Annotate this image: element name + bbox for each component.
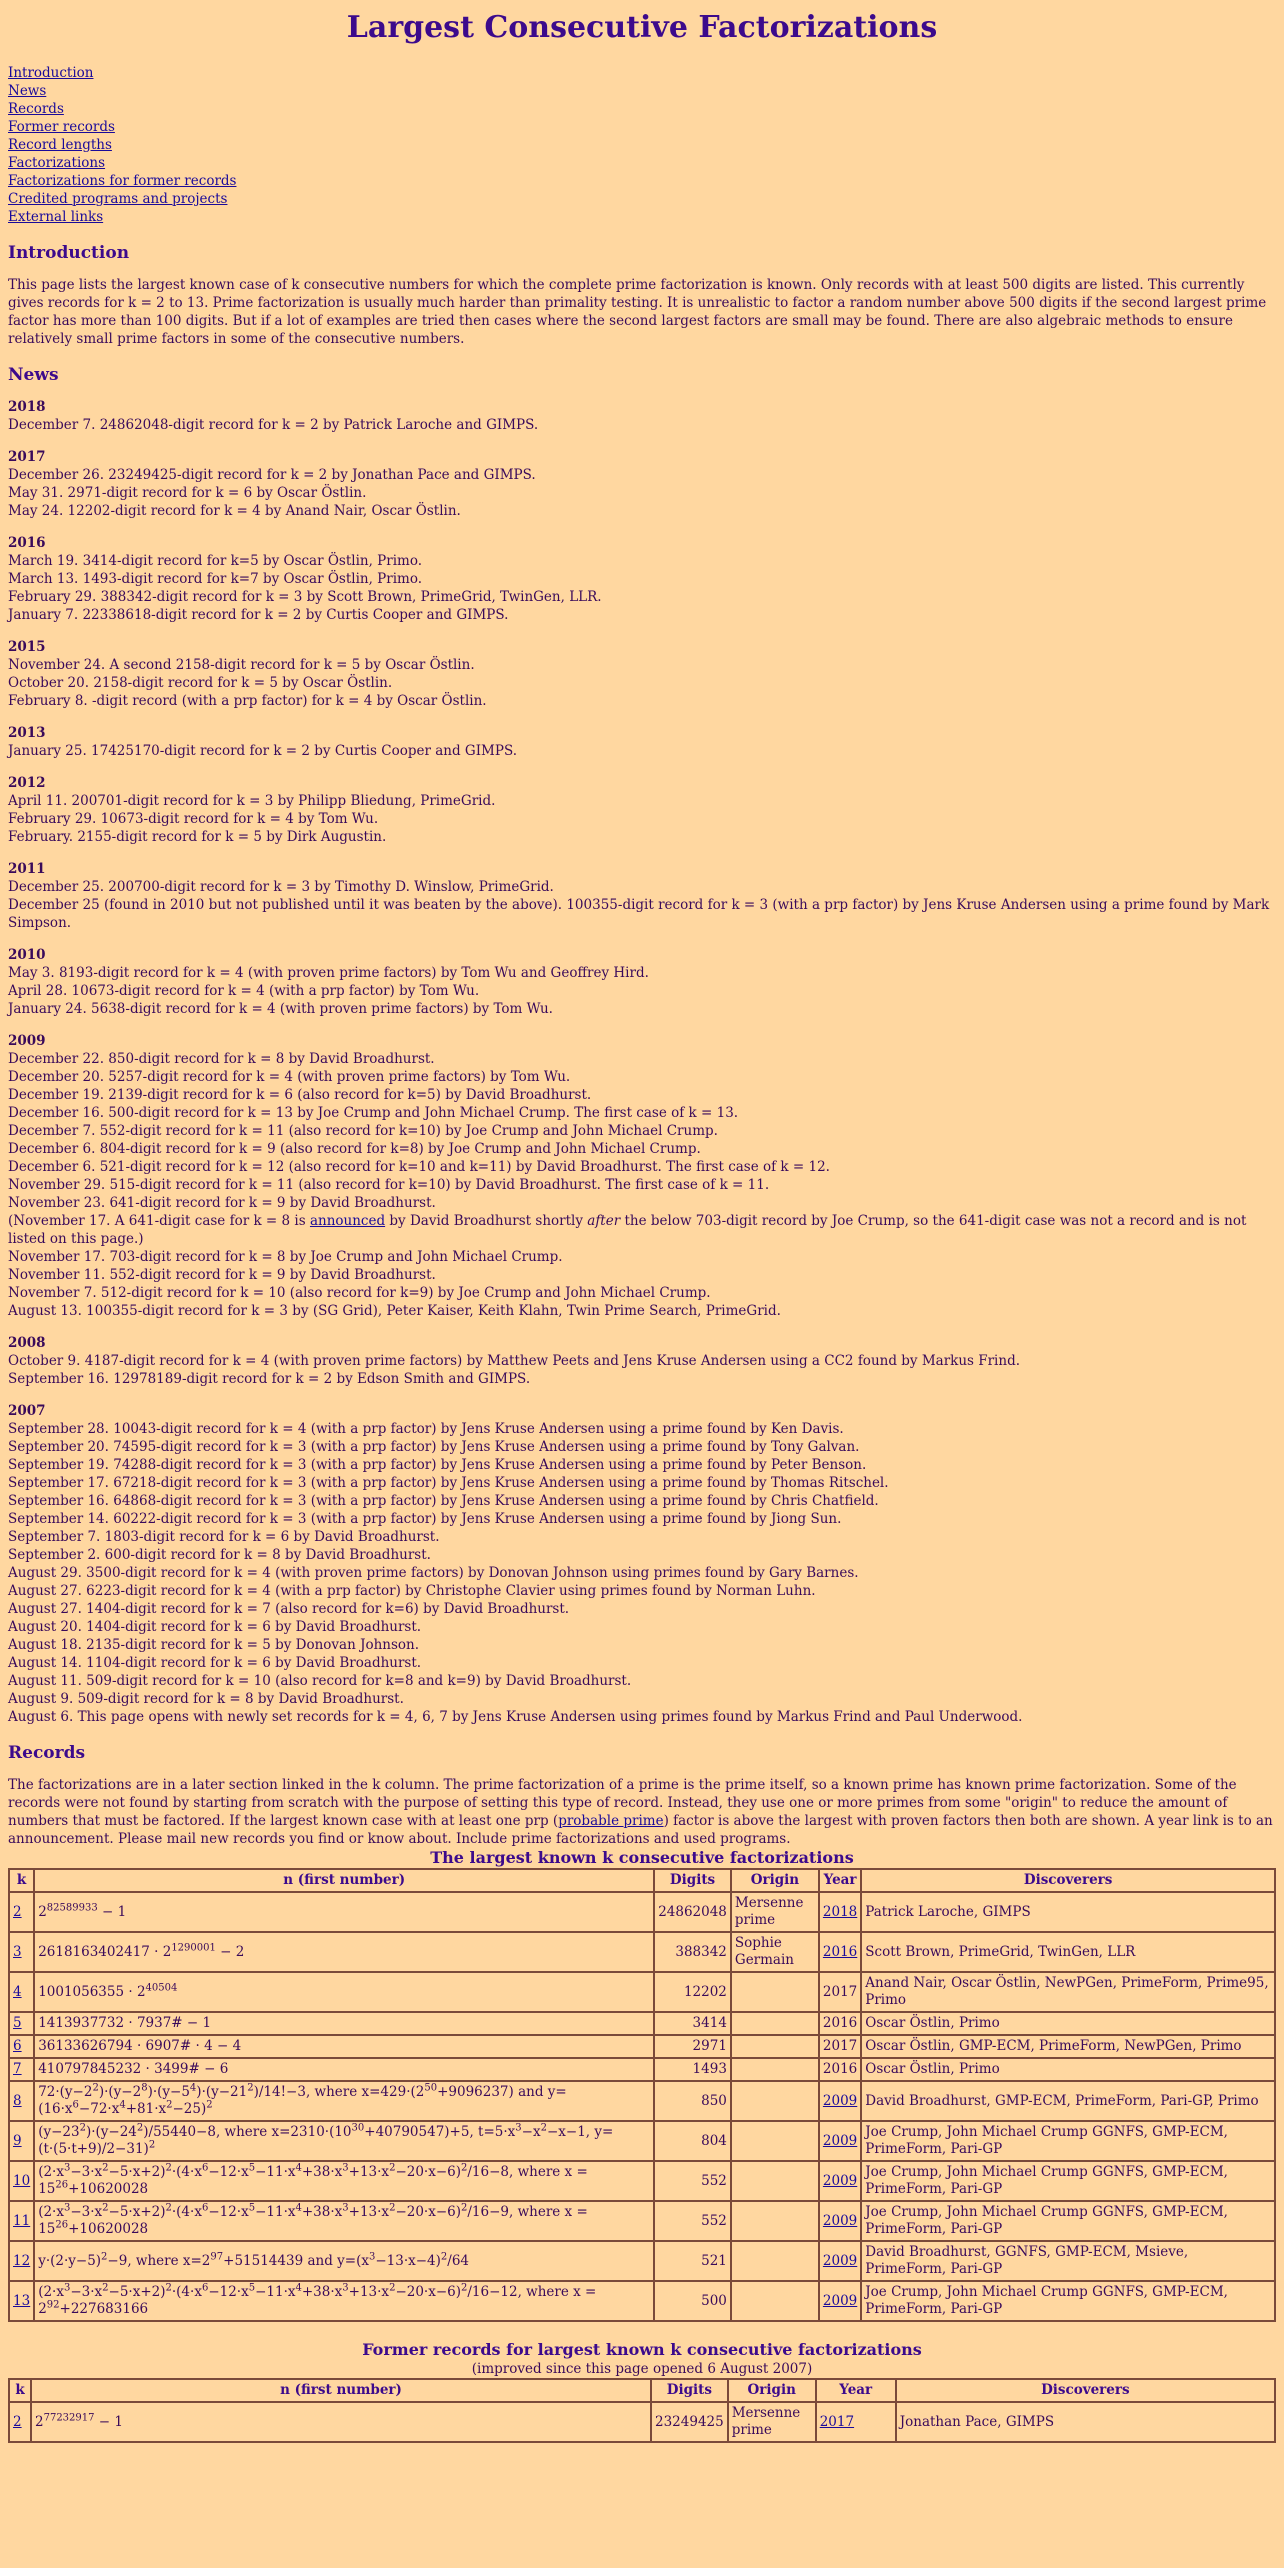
news-item: January 7. 22338618-digit record for k = 2 by Curtis Cooper and GIMPS. bbox=[8, 607, 509, 623]
year-cell bbox=[819, 2281, 861, 2321]
digits-cell: 500 bbox=[654, 2281, 731, 2321]
records-col-header: Digits bbox=[654, 1869, 731, 1892]
discoverers-cell: Jonathan Pace, GIMPS bbox=[896, 2402, 1275, 2442]
records-row bbox=[9, 2121, 1275, 2161]
announced-link[interactable]: announced bbox=[309, 1213, 386, 1229]
news-item: December 6. 804-digit record for k = 9 (also record for k=8) by Joe Crump and John Michael Crump. bbox=[8, 1141, 701, 1157]
k-cell bbox=[9, 1892, 34, 1932]
digits-cell: 552 bbox=[654, 2201, 731, 2241]
news-item: December 7. 24862048-digit record for k = 2 by Patrick Laroche and GIMPS. bbox=[8, 417, 539, 433]
k-cell bbox=[9, 2161, 34, 2201]
records-table bbox=[8, 1868, 1276, 2322]
toc-link-external-links[interactable]: External links bbox=[8, 209, 104, 225]
former-col-header: k bbox=[9, 2379, 31, 2402]
n-first-number: $(2\cdot x^3-3\cdot x^2-5\cdot x+2)^2\cdot(4\cdot x^6-12\cdot x^5-11\cdot x^4+38\cdot x^3+13\cdot x^2-20\cdot x-6)^2/16-9$, where $x = 15^{26}+10620028$ bbox=[34, 2201, 654, 2241]
k-link[interactable]: 9 bbox=[13, 2132, 22, 2149]
news-item: February 8. -digit record (with a prp factor) for k = 4 by Oscar Östlin. bbox=[8, 693, 487, 709]
year-cell: 2017 bbox=[819, 1972, 861, 2012]
year-link[interactable]: 2018 bbox=[822, 1903, 858, 1920]
news-year: 2012 bbox=[8, 775, 46, 791]
origin-cell bbox=[731, 2161, 819, 2201]
records-table-caption: The largest known k consecutive factorizations bbox=[430, 1848, 854, 1867]
records-col-header: Discoverers bbox=[861, 1869, 1275, 1892]
news-year: 2008 bbox=[8, 1335, 46, 1351]
toc-link-record-lengths[interactable]: Record lengths bbox=[8, 137, 112, 153]
year-link[interactable]: 2017 bbox=[819, 2413, 855, 2430]
news-item: April 11. 200701-digit record for k = 3 by Philipp Bliedung, PrimeGrid. bbox=[8, 793, 496, 809]
news-item: December 25. 200700-digit record for k = 3 by Timothy D. Winslow, PrimeGrid. bbox=[8, 879, 554, 895]
origin-cell bbox=[731, 1972, 819, 2012]
k-cell bbox=[9, 1972, 34, 2012]
origin-cell bbox=[731, 2012, 819, 2035]
discoverers-cell: Joe Crump, John Michael Crump GGNFS, GMP-ECM, PrimeForm, Pari-GP bbox=[861, 2161, 1275, 2201]
origin-cell bbox=[731, 2081, 819, 2121]
toc-link-former-records[interactable]: Former records bbox=[8, 119, 115, 135]
former-col-header: Origin bbox=[728, 2379, 816, 2402]
news-item: August 13. 100355-digit record for k = 3 by (SG Grid), Peter Kaiser, Keith Klahn, Twin Prime Search, PrimeGrid. bbox=[8, 1303, 781, 1319]
k-cell bbox=[9, 2012, 34, 2035]
news-year: 2017 bbox=[8, 449, 46, 465]
news-item: September 17. 67218-digit record for k = 3 (with a prp factor) by Jens Kruse Andersen using a prime found by Thomas Ritschel. bbox=[8, 1475, 889, 1491]
news-emphasis: after bbox=[587, 1213, 621, 1229]
n-first-number: $2618163402417 \cdot 2^{1290001} - 2$ bbox=[34, 1932, 654, 1972]
table-of-contents bbox=[8, 64, 1276, 226]
n-first-number: $1001056355 \cdot 2^{40504}$ bbox=[34, 1972, 654, 2012]
news-item: December 20. 5257-digit record for k = 4 (with proven prime factors) by Tom Wu. bbox=[8, 1069, 571, 1085]
news-item: (November 17. A 641-digit case for k = 8 is announced by David Broadhurst shortly after the below 703-digit record by Joe Crump, so the 641-digit case was not a record and is not listed on this page.) bbox=[8, 1213, 1247, 1247]
news-item: August 29. 3500-digit record for k = 4 (with proven prime factors) by Donovan Johnson using primes found by Gary Barnes. bbox=[8, 1565, 859, 1581]
toc-link-news[interactable]: News bbox=[8, 83, 47, 99]
news-item: May 24. 12202-digit record for k = 4 by Anand Nair, Oscar Östlin. bbox=[8, 503, 461, 519]
digits-cell: 850 bbox=[654, 2081, 731, 2121]
year-link[interactable]: 2009 bbox=[822, 2252, 858, 2269]
news-item: December 25 (found in 2010 but not published until it was beaten by the above). 100355-digit record for k = 3 (with a prp factor) by Jens Kruse Andersen using a prime found by Mark Simpson. bbox=[8, 897, 1270, 931]
digits-cell: 552 bbox=[654, 2161, 731, 2201]
k-link[interactable]: 10 bbox=[13, 2172, 31, 2189]
k-link[interactable]: 8 bbox=[13, 2092, 22, 2109]
discoverers-cell: David Broadhurst, GGNFS, GMP-ECM, Msieve, PrimeForm, Pari-GP bbox=[861, 2241, 1275, 2281]
records-col-header: k bbox=[9, 1869, 34, 1892]
news-item: November 29. 515-digit record for k = 11 (also record for k=10) by David Broadhurst. The first case of k = 11. bbox=[8, 1177, 770, 1193]
digits-cell: 24862048 bbox=[654, 1892, 731, 1932]
n-first-number: $(2\cdot x^3-3\cdot x^2-5\cdot x+2)^2\cdot(4\cdot x^6-12\cdot x^5-11\cdot x^4+38\cdot x^3+13\cdot x^2-20\cdot x-6)^2/16-8$, where $x = 15^{26}+10620028$ bbox=[34, 2161, 654, 2201]
news-item: August 18. 2135-digit record for k = 5 by Donovan Johnson. bbox=[8, 1637, 420, 1653]
k-link[interactable]: 7 bbox=[13, 2061, 22, 2077]
news-item: September 2. 600-digit record for k = 8 by David Broadhurst. bbox=[8, 1547, 431, 1563]
intro-text: This page lists the largest known case of k consecutive numbers for which the complete prime factorization is known. Only records with at least 500 digits are listed. This currently gives records for k = 2 to 13. Prime factorization is usually much harder than primality testing. It is unrealistic to factor a random number above 500 digits if the second largest prime factor has more than 100 digits. But if a lot of examples are tried then cases where the second largest factors are small may be found. There are also algebraic methods to ensure relatively small prime factors in some of the consecutive numbers. bbox=[8, 277, 1267, 347]
n-first-number: 1413937732 · 7937# − 1 bbox=[34, 2012, 654, 2035]
year-link[interactable]: 2009 bbox=[822, 2212, 858, 2229]
former-table bbox=[8, 2378, 1276, 2443]
records-row bbox=[9, 1932, 1275, 1972]
digits-cell: 388342 bbox=[654, 1932, 731, 1972]
news-year: 2009 bbox=[8, 1033, 46, 1049]
news-item: January 25. 17425170-digit record for k = 2 by Curtis Cooper and GIMPS. bbox=[8, 743, 517, 759]
news-item: December 26. 23249425-digit record for k = 2 by Jonathan Pace and GIMPS. bbox=[8, 467, 536, 483]
k-link[interactable]: 5 bbox=[13, 2015, 22, 2031]
news-item: December 7. 552-digit record for k = 11 (also record for k=10) by Joe Crump and John Michael Crump. bbox=[8, 1123, 718, 1139]
k-cell bbox=[9, 1932, 34, 1972]
k-link[interactable]: 12 bbox=[13, 2252, 31, 2269]
n-first-number: 36133626794 · 6907# · 4 − 4 bbox=[34, 2035, 654, 2058]
news-year: 2010 bbox=[8, 947, 46, 963]
discoverers-cell: Joe Crump, John Michael Crump GGNFS, GMP-ECM, PrimeForm, Pari-GP bbox=[861, 2281, 1275, 2321]
news-item: August 9. 509-digit record for k = 8 by David Broadhurst. bbox=[8, 1691, 404, 1707]
former-row bbox=[9, 2402, 1275, 2442]
discoverers-cell: Oscar Östlin, GMP-ECM, PrimeForm, NewPGen, Primo bbox=[861, 2035, 1275, 2058]
k-link[interactable]: 2 bbox=[13, 1903, 22, 1920]
toc-link-factorizations-former[interactable]: Factorizations for former records bbox=[8, 173, 237, 189]
news-item: March 19. 3414-digit record for k=5 by Oscar Östlin, Primo. bbox=[8, 553, 423, 569]
year-link[interactable]: 2009 bbox=[822, 2172, 858, 2189]
n-first-number: $2^{77232917} - 1$ bbox=[31, 2402, 651, 2442]
digits-cell: 12202 bbox=[654, 1972, 731, 2012]
records-row bbox=[9, 2058, 1275, 2081]
n-first-number: $72\cdot(y-2^2)\cdot(y-2^8)\cdot(y-5^4)\cdot(y-21^2)/14!-3$, where $x=429\cdot(2^{50}+9096237)$ and $y=(16\cdot x^6-72\cdot x^4+81\cdot x^2-25)^2$ bbox=[34, 2081, 654, 2121]
news-item: August 27. 1404-digit record for k = 7 (also record for k=6) by David Broadhurst. bbox=[8, 1601, 570, 1617]
discoverers-cell: Joe Crump, John Michael Crump GGNFS, GMP-ECM, PrimeForm, Pari-GP bbox=[861, 2121, 1275, 2161]
origin-cell bbox=[731, 2281, 819, 2321]
records-row bbox=[9, 2161, 1275, 2201]
year-cell bbox=[819, 2241, 861, 2281]
digits-cell: 3414 bbox=[654, 2012, 731, 2035]
news-item: September 16. 64868-digit record for k = 3 (with a prp factor) by Jens Kruse Andersen using a prime found by Chris Chatfield. bbox=[8, 1493, 879, 1509]
year-cell bbox=[816, 2402, 896, 2442]
k-cell bbox=[9, 2058, 34, 2081]
news-item: November 23. 641-digit record for k = 9 by David Broadhurst. bbox=[8, 1195, 436, 1211]
discoverers-cell: Scott Brown, PrimeGrid, TwinGen, LLR bbox=[861, 1932, 1275, 1972]
origin-cell bbox=[731, 2035, 819, 2058]
news-item: August 27. 6223-digit record for k = 4 (with a prp factor) by Christophe Clavier using primes found by Norman Luhn. bbox=[8, 1583, 816, 1599]
records-text: The factorizations are in a later section linked in the k column. The prime factorization of a prime is the prime itself, so a known prime has known prime factorization. Some of the records were not found by starting from scratch with the purpose of setting this type of record. Instead, they use one or more primes from some "origin" to reduce the amount of numbers that must be factored. If the largest known case with at least one prp (probable prime) factor is above the largest with proven factors then both are shown. A year link is to an announcement. Please mail new records you find or know about. Include prime factorizations and used programs. bbox=[8, 1777, 1273, 1847]
records-row bbox=[9, 2081, 1275, 2121]
year-link[interactable]: 2009 bbox=[822, 2092, 858, 2109]
k-cell bbox=[9, 2201, 34, 2241]
news-item: March 13. 1493-digit record for k=7 by Oscar Östlin, Primo. bbox=[8, 571, 423, 587]
news-item: August 14. 1104-digit record for k = 6 by David Broadhurst. bbox=[8, 1655, 422, 1671]
news-item: November 11. 552-digit record for k = 9 by David Broadhurst. bbox=[8, 1267, 436, 1283]
intro-heading: Introduction bbox=[8, 243, 130, 263]
news-item: August 6. This page opens with newly set records for k = 4, 6, 7 by Jens Kruse Andersen using primes found by Markus Frind and Paul Underwood. bbox=[8, 1709, 1023, 1725]
news-item: May 31. 2971-digit record for k = 6 by Oscar Östlin. bbox=[8, 485, 367, 501]
k-link[interactable]: 4 bbox=[13, 1983, 22, 2000]
records-col-header: Origin bbox=[731, 1869, 819, 1892]
news-item: September 28. 10043-digit record for k = 4 (with a prp factor) by Jens Kruse Andersen using a prime found by Ken Davis. bbox=[8, 1421, 844, 1437]
k-cell bbox=[9, 2241, 34, 2281]
discoverers-cell: Oscar Östlin, Primo bbox=[861, 2012, 1275, 2035]
news-item: February 29. 388342-digit record for k = 3 by Scott Brown, PrimeGrid, TwinGen, LLR. bbox=[8, 589, 602, 605]
k-link[interactable]: 3 bbox=[13, 1943, 22, 1960]
news-item: December 6. 521-digit record for k = 12 (also record for k=10 and k=11) by David Broadhurst. The first case of k = 12. bbox=[8, 1159, 830, 1175]
k-cell bbox=[9, 2081, 34, 2121]
n-first-number: $(2\cdot x^3-3\cdot x^2-5\cdot x+2)^2\cdot(4\cdot x^6-12\cdot x^5-11\cdot x^4+38\cdot x^3+13\cdot x^2-20\cdot x-6)^2/16-12$, where $x = 2^{92}+227683166$ bbox=[34, 2281, 654, 2321]
digits-cell: 1493 bbox=[654, 2058, 731, 2081]
origin-cell: Mersenne prime bbox=[728, 2402, 816, 2442]
news-list bbox=[8, 398, 1276, 1726]
news-year: 2016 bbox=[8, 535, 46, 551]
year-cell: 2017 bbox=[819, 2035, 861, 2058]
records-row bbox=[9, 2241, 1275, 2281]
k-cell bbox=[9, 2035, 34, 2058]
former-col-header: Discoverers bbox=[896, 2379, 1275, 2402]
news-item: September 16. 12978189-digit record for k = 2 by Edson Smith and GIMPS. bbox=[8, 1371, 531, 1387]
origin-cell: Sophie Germain bbox=[731, 1932, 819, 1972]
news-item: May 3. 8193-digit record for k = 4 (with proven prime factors) by Tom Wu and Geoffrey Hird. bbox=[8, 965, 649, 981]
origin-cell bbox=[731, 2201, 819, 2241]
discoverers-cell: Patrick Laroche, GIMPS bbox=[861, 1892, 1275, 1932]
year-cell bbox=[819, 2121, 861, 2161]
k-cell bbox=[9, 2281, 34, 2321]
news-item: December 22. 850-digit record for k = 8 by David Broadhurst. bbox=[8, 1051, 435, 1067]
news-item: February 29. 10673-digit record for k = 4 by Tom Wu. bbox=[8, 811, 379, 827]
news-item: October 9. 4187-digit record for k = 4 (with proven prime factors) by Matthew Peets and Jens Kruse Andersen using a CC2 found by Markus Frind. bbox=[8, 1353, 1021, 1369]
page-title: Largest Consecutive Factorizations bbox=[346, 10, 938, 45]
records-row bbox=[9, 1892, 1275, 1932]
year-cell bbox=[819, 2161, 861, 2201]
news-item: September 7. 1803-digit record for k = 6 by David Broadhurst. bbox=[8, 1529, 440, 1545]
year-cell bbox=[819, 2201, 861, 2241]
news-item: August 11. 509-digit record for k = 10 (also record for k=8 and k=9) by David Broadhurst. bbox=[8, 1673, 632, 1689]
toc-link-introduction[interactable]: Introduction bbox=[8, 65, 94, 81]
origin-cell bbox=[731, 2121, 819, 2161]
records-row bbox=[9, 1972, 1275, 2012]
former-col-header: n (first number) bbox=[31, 2379, 651, 2402]
news-item: February. 2155-digit record for k = 5 by Dirk Augustin. bbox=[8, 829, 387, 845]
news-item: November 7. 512-digit record for k = 10 (also record for k=9) by Joe Crump and John Michael Crump. bbox=[8, 1285, 711, 1301]
news-item: November 24. A second 2158-digit record for k = 5 by Oscar Östlin. bbox=[8, 657, 475, 673]
k-link[interactable]: 6 bbox=[13, 2038, 22, 2054]
k-link[interactable]: 2 bbox=[13, 2413, 22, 2430]
news-item: November 17. 703-digit record for k = 8 by Joe Crump and John Michael Crump. bbox=[8, 1249, 563, 1265]
discoverers-cell: Anand Nair, Oscar Östlin, NewPGen, PrimeForm, Prime95, Primo bbox=[861, 1972, 1275, 2012]
records-heading: Records bbox=[8, 1743, 86, 1763]
news-item: September 20. 74595-digit record for k = 3 (with a prp factor) by Jens Kruse Andersen using a prime found by Tony Galvan. bbox=[8, 1439, 860, 1455]
records-row bbox=[9, 2035, 1275, 2058]
n-first-number: $y\cdot(2\cdot y-5)^2-9$, where $x=2^{97}+51514439$ and $y=(x^3-13\cdot x-4)^2/64$ bbox=[34, 2241, 654, 2281]
year-cell bbox=[819, 1892, 861, 1932]
news-item: April 28. 10673-digit record for k = 4 (with a prp factor) by Tom Wu. bbox=[8, 983, 480, 999]
news-year: 2013 bbox=[8, 725, 46, 741]
news-item: September 19. 74288-digit record for k = 3 (with a prp factor) by Jens Kruse Andersen using a prime found by Peter Benson. bbox=[8, 1457, 867, 1473]
year-link[interactable]: 2016 bbox=[822, 1943, 858, 1960]
year-link[interactable]: 2009 bbox=[822, 2132, 858, 2149]
probable-prime-link[interactable]: probable prime bbox=[558, 1813, 664, 1829]
k-link[interactable]: 13 bbox=[13, 2292, 31, 2309]
former-col-header: Digits bbox=[651, 2379, 728, 2402]
news-item: December 16. 500-digit record for k = 13 by Joe Crump and John Michael Crump. The first case of k = 13. bbox=[8, 1105, 739, 1121]
former-table-caption: Former records for largest known k consecutive factorizations bbox=[362, 2340, 922, 2359]
digits-cell: 804 bbox=[654, 2121, 731, 2161]
k-link[interactable]: 11 bbox=[13, 2212, 31, 2229]
records-row bbox=[9, 2012, 1275, 2035]
n-first-number: $2^{82589933} - 1$ bbox=[34, 1892, 654, 1932]
news-year: 2018 bbox=[8, 399, 46, 415]
discoverers-cell: Oscar Östlin, Primo bbox=[861, 2058, 1275, 2081]
news-item: August 20. 1404-digit record for k = 6 by David Broadhurst. bbox=[8, 1619, 422, 1635]
origin-cell bbox=[731, 2241, 819, 2281]
toc-link-records[interactable]: Records bbox=[8, 101, 64, 117]
former-table-subcaption: (improved since this page opened 6 August 2007) bbox=[471, 2361, 813, 2377]
toc-link-factorizations[interactable]: Factorizations bbox=[8, 155, 106, 171]
news-year: 2011 bbox=[8, 861, 46, 877]
news-item: December 19. 2139-digit record for k = 6 (also record for k=5) by David Broadhurst. bbox=[8, 1087, 592, 1103]
year-cell: 2016 bbox=[819, 2012, 861, 2035]
origin-cell bbox=[731, 2058, 819, 2081]
news-item: October 20. 2158-digit record for k = 5 by Oscar Östlin. bbox=[8, 675, 393, 691]
records-col-header: Year bbox=[819, 1869, 861, 1892]
news-year: 2007 bbox=[8, 1403, 46, 1419]
n-first-number: $(y-23^2)\cdot(y-24^2)/55440-8$, where $x=2310\cdot(10^{30}+40790547)+5$, $t=5\cdot x^3-x^2-x-1$, $y=(t\cdot(5\cdot t+9)/2-31)^2$ bbox=[34, 2121, 654, 2161]
digits-cell: 2971 bbox=[654, 2035, 731, 2058]
news-year: 2015 bbox=[8, 639, 46, 655]
year-cell bbox=[819, 2081, 861, 2121]
news-item: January 24. 5638-digit record for k = 4 (with proven prime factors) by Tom Wu. bbox=[8, 1001, 553, 1017]
digits-cell: 23249425 bbox=[651, 2402, 728, 2442]
n-first-number: 410797845232 · 3499# − 6 bbox=[34, 2058, 654, 2081]
discoverers-cell: Joe Crump, John Michael Crump GGNFS, GMP-ECM, PrimeForm, Pari-GP bbox=[861, 2201, 1275, 2241]
toc-link-credited-programs[interactable]: Credited programs and projects bbox=[8, 191, 228, 207]
former-col-header: Year bbox=[816, 2379, 896, 2402]
digits-cell: 521 bbox=[654, 2241, 731, 2281]
year-cell bbox=[819, 1932, 861, 1972]
discoverers-cell: David Broadhurst, GMP-ECM, PrimeForm, Pari-GP, Primo bbox=[861, 2081, 1275, 2121]
origin-cell: Mersenne prime bbox=[731, 1892, 819, 1932]
news-heading: News bbox=[8, 365, 59, 385]
k-cell bbox=[9, 2402, 31, 2442]
year-link[interactable]: 2009 bbox=[822, 2292, 858, 2309]
records-col-header: n (first number) bbox=[34, 1869, 654, 1892]
news-item: September 14. 60222-digit record for k = 3 (with a prp factor) by Jens Kruse Andersen using a prime found by Jiong Sun. bbox=[8, 1511, 842, 1527]
records-row bbox=[9, 2201, 1275, 2241]
k-cell bbox=[9, 2121, 34, 2161]
records-row bbox=[9, 2281, 1275, 2321]
year-cell: 2016 bbox=[819, 2058, 861, 2081]
